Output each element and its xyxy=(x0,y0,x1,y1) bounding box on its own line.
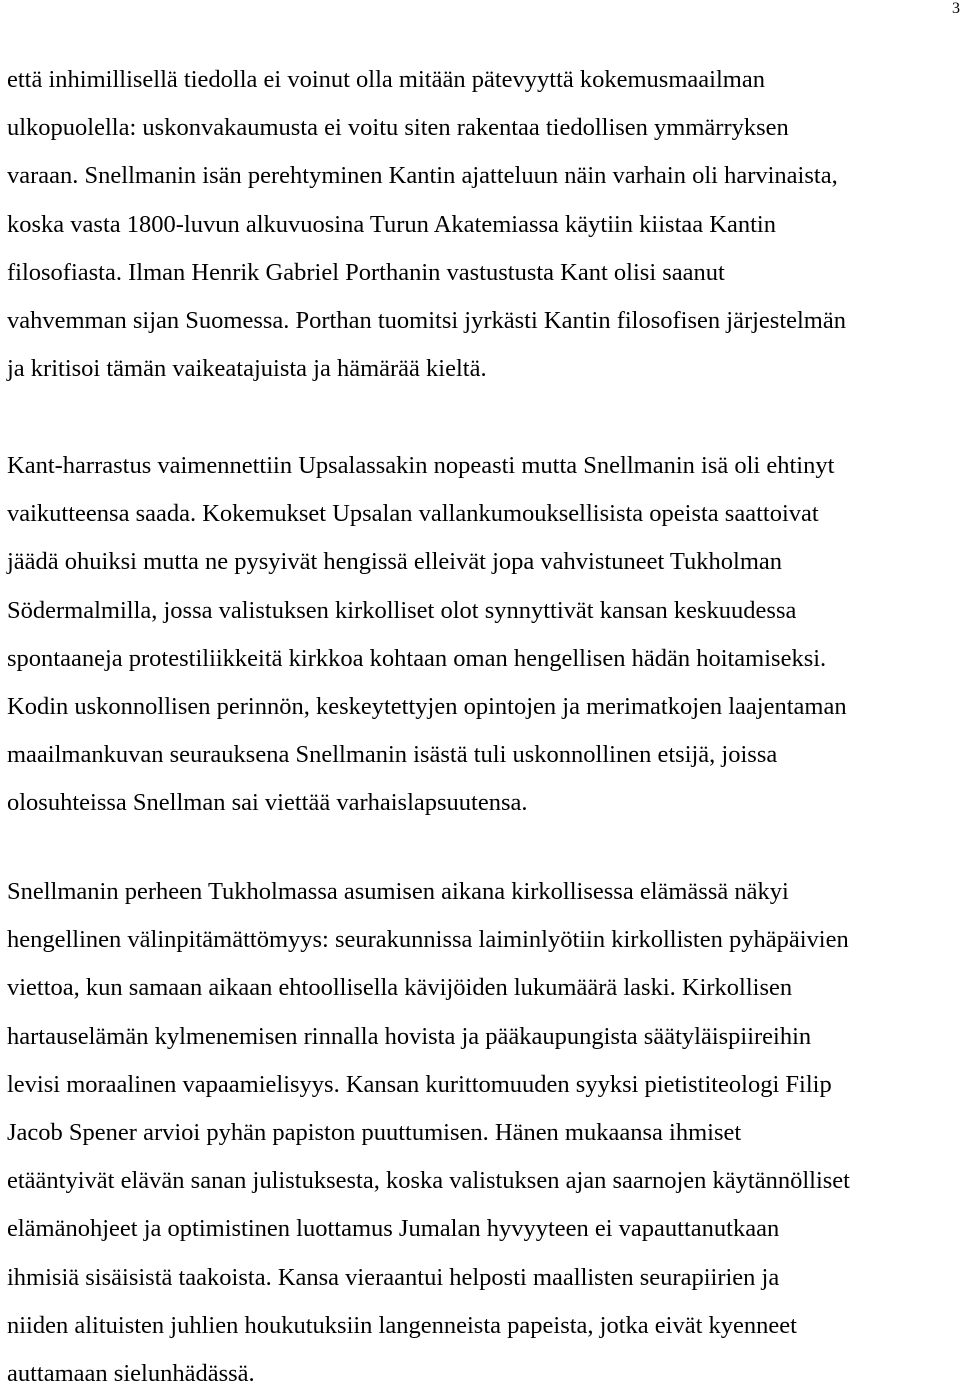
text-line: vaikutteensa saada. Kokemukset Upsalan vallankumouksellisista opeista saattoivat xyxy=(7,500,819,528)
text-line: Snellmanin perheen Tukholmassa asumisen aikana kirkollisessa elämässä näkyi xyxy=(7,878,789,905)
text-line: olosuhteissa Snellman sai viettää varhaislapsuutensa. xyxy=(7,789,528,817)
text-line: hartauselämän kylmenemisen rinnalla hovista ja pääkaupungista säätyläispiireihin xyxy=(7,1022,812,1050)
text-line: Södermalmilla, jossa valistuksen kirkolliset olot synnyttivät kansan keskuudessa xyxy=(7,596,797,624)
paragraph-1 xyxy=(7,56,846,393)
text-line: ja kritisoi tämän vaikeatajuista ja hämärää kieltä. xyxy=(7,355,487,383)
text-line: Kodin uskonnollisen perinnön, keskeytettyjen opintojen ja merimatkojen laajentaman xyxy=(7,692,847,720)
paragraph-3 xyxy=(7,868,850,1398)
text-line: jäädä ohuiksi mutta ne pysyivät hengissä elleivät jopa vahvistuneet Tukholman xyxy=(7,548,783,576)
text-line: koska vasta 1800-luvun alkuvuosina Turun Akatemiassa käytiin kiistaa Kantin xyxy=(7,210,776,238)
text-line: vahvemman sijan Suomessa. Porthan tuomitsi jyrkästi Kantin filosofisen järjestelmän xyxy=(7,306,846,334)
text-line: Jacob Spener arvioi pyhän papiston puuttumisen. Hänen mukaansa ihmiset xyxy=(7,1118,742,1146)
text-line: auttamaan sielunhädässä. xyxy=(7,1359,255,1387)
text-line: maailmankuvan seurauksena Snellmanin isästä tuli uskonnollinen etsijä, joissa xyxy=(7,741,778,769)
text-line: ulkopuolella: uskonvakaumusta ei voitu siten rakentaa tiedollisen ymmärryksen xyxy=(7,114,789,142)
text-line: viettoa, kun samaan aikaan ehtoollisella kävijöiden lukumäärä laski. Kirkollisen xyxy=(7,974,793,1002)
text-line: levisi moraalinen vapaamielisyys. Kansan kurittomuuden syyksi pietistiteologi Filip xyxy=(7,1070,832,1098)
text-line: että inhimillisellä tiedolla ei voinut olla mitään pätevyyttä kokemusmaailman xyxy=(7,66,765,93)
text-line: elämänohjeet ja optimistinen luottamus Jumalan hyvyyteen ei vapauttanutkaan xyxy=(7,1215,780,1243)
text-line: niiden alituisten juhlien houkutuksiin langenneista papeista, jotka eivät kyenneet xyxy=(7,1311,797,1339)
page-number: 3 xyxy=(952,0,960,17)
text-line: filosofiasta. Ilman Henrik Gabriel Porthanin vastustusta Kant olisi saanut xyxy=(7,258,725,286)
text-line: etääntyivät elävän sanan julistuksesta, koska valistuksen ajan saarnojen käytännölliset xyxy=(7,1167,850,1195)
text-line: varaan. Snellmanin isän perehtyminen Kantin ajatteluun näin varhain oli harvinaista, xyxy=(7,162,838,190)
text-line: spontaaneja protestiliikkeitä kirkkoa kohtaan oman hengellisen hädän hoitamiseksi. xyxy=(7,644,827,672)
text-line: hengellinen välinpitämättömyys: seurakunnissa laiminlyötiin kirkollisten pyhäpäivien xyxy=(7,926,849,954)
text-line: Kant-harrastus vaimennettiin Upsalassakin nopeasti mutta Snellmanin isä oli ehtinyt xyxy=(7,452,835,479)
paragraph-2 xyxy=(7,442,847,828)
text-line: ihmisiä sisäisistä taakoista. Kansa vieraantui helposti maallisten seurapiirien ja xyxy=(7,1263,780,1291)
